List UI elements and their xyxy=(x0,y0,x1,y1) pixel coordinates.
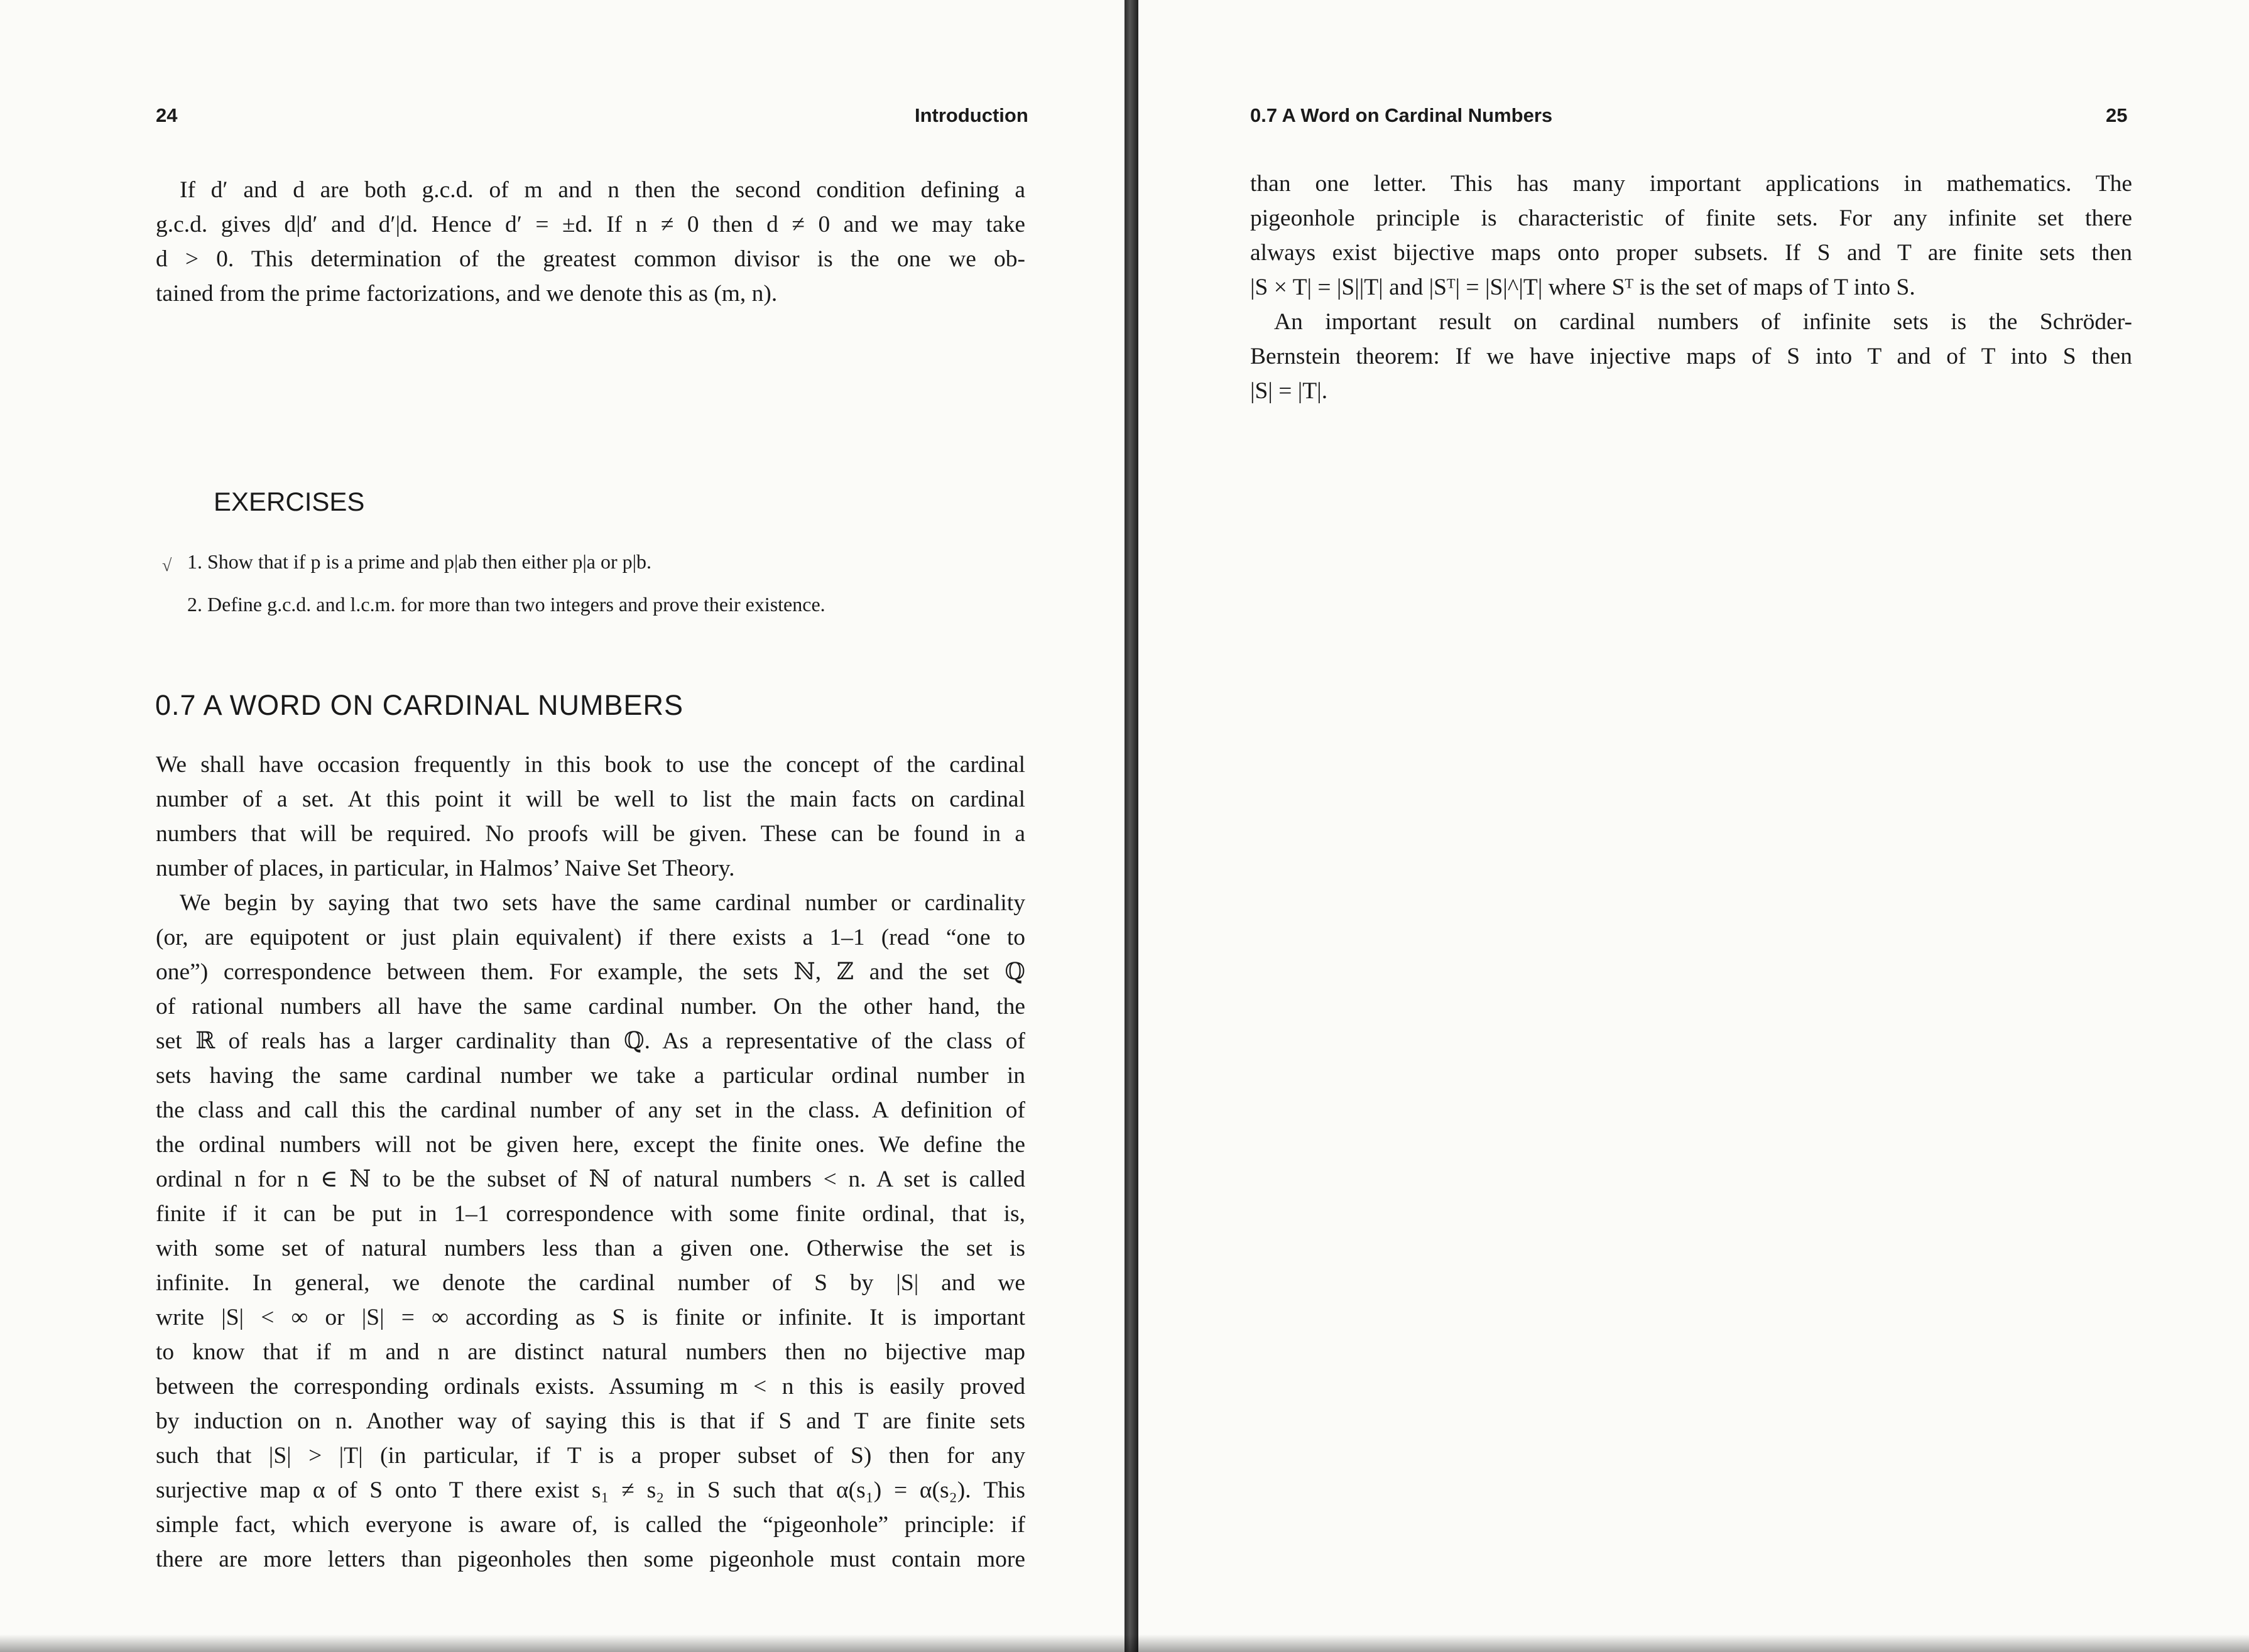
book-spine-gutter xyxy=(1124,0,1138,1652)
text-line: always exist bijective maps onto proper subsets. If S and T are finite sets then xyxy=(1250,240,2132,266)
text-line: simple fact, which everyone is aware of, is called the “pigeonhole” principle: if xyxy=(156,1512,1025,1538)
text-line: finite if it can be put in 1–1 correspondence with some finite ordinal, that is, xyxy=(156,1201,1025,1227)
right-paragraph-2 xyxy=(1250,305,2132,408)
text-line: Bernstein theorem: If we have injective maps of S into T and of T into S then xyxy=(1250,344,2132,369)
intro-paragraph xyxy=(156,173,1025,311)
text-line: the class and call this the cardinal number of any set in the class. A definition of xyxy=(156,1097,1025,1123)
text-line: surjective map α of S onto T there exist s₁ ≠ s₂ in S such that α(s₁) = α(s₂). This xyxy=(156,1477,1025,1503)
text-line: We begin by saying that two sets have the same cardinal number or cardinality xyxy=(180,890,1025,916)
text-line: tained from the prime factorizations, and we denote this as (m, n). xyxy=(156,281,778,307)
left-page-number: 24 xyxy=(156,104,178,126)
text-line: We shall have occasion frequently in this book to use the concept of the cardinal xyxy=(156,752,1025,778)
text-line: write |S| < ∞ or |S| = ∞ according as S is finite or infinite. It is important xyxy=(156,1305,1025,1330)
text-line: number of a set. At this point it will be well to list the main facts on cardinal xyxy=(156,786,1025,812)
right-running-head: 0.7 A Word on Cardinal Numbers xyxy=(1250,104,1553,126)
text-line: there are more letters than pigeonholes then some pigeonhole must contain more xyxy=(156,1546,1025,1572)
scan-bottom-shadow xyxy=(0,1634,2249,1652)
right-page xyxy=(1138,0,2249,1652)
text-line: set ℝ of reals has a larger cardinality than ℚ. As a representative of the class of xyxy=(156,1028,1025,1054)
text-line: |S| = |T|. xyxy=(1250,378,1328,404)
text-line: such that |S| > |T| (in particular, if T is a proper subset of S) then for any xyxy=(156,1443,1025,1469)
text-line: the ordinal numbers will not be given here, except the finite ones. We define the xyxy=(156,1132,1025,1158)
body-paragraph-2 xyxy=(156,886,1025,1577)
text-line: between the corresponding ordinals exists. Assuming m < n this is easily proved xyxy=(156,1374,1025,1399)
text-line: If d′ and d are both g.c.d. of m and n then the second condition defining a xyxy=(180,177,1025,203)
text-line: number of places, in particular, in Halmos’ Naive Set Theory. xyxy=(156,856,735,881)
right-page-number: 25 xyxy=(2106,104,2128,126)
text-line: ordinal n for n ∈ ℕ to be the subset of ℕ of natural numbers < n. A set is called xyxy=(156,1166,1025,1192)
text-line: (or, are equipotent or just plain equivalent) if there exists a 1–1 (read “one to xyxy=(156,925,1025,950)
body-paragraph-1 xyxy=(156,747,1025,886)
text-line: of rational numbers all have the same cardinal number. On the other hand, the xyxy=(156,994,1025,1019)
text-line: An important result on cardinal numbers of infinite sets is the Schröder- xyxy=(1274,309,2132,335)
text-line: d > 0. This determination of the greatest common divisor is the one we ob- xyxy=(156,246,1025,272)
text-line: one”) correspondence between them. For example, the sets ℕ, ℤ and the set ℚ xyxy=(156,959,1025,985)
text-line: g.c.d. gives d|d′ and d′|d. Hence d′ = ±d. If n ≠ 0 then d ≠ 0 and we may take xyxy=(156,212,1025,237)
text-line: infinite. In general, we denote the cardinal number of S by |S| and we xyxy=(156,1270,1025,1296)
text-line: sets having the same cardinal number we take a particular ordinal number in xyxy=(156,1063,1025,1089)
handwritten-check-mark: √ xyxy=(162,556,172,575)
right-paragraph-1 xyxy=(1250,166,2132,305)
section-heading: 0.7 A WORD ON CARDINAL NUMBERS xyxy=(155,689,683,721)
text-line: pigeonhole principle is characteristic of finite sets. For any infinite set there xyxy=(1250,205,2132,231)
exercise-item: 1. Show that if p is a prime and p|ab then either p|a or p|b. xyxy=(187,550,652,573)
text-line: than one letter. This has many important applications in mathematics. The xyxy=(1250,171,2132,197)
text-line: |S × T| = |S||T| and |Sᵀ| = |S|^|T| where Sᵀ is the set of maps of T into S. xyxy=(1250,274,1915,300)
text-line: numbers that will be required. No proofs will be given. These can be found in a xyxy=(156,821,1025,847)
text-line: to know that if m and n are distinct natural numbers then no bijective map xyxy=(156,1339,1025,1365)
exercise-item: 2. Define g.c.d. and l.c.m. for more than two integers and prove their existence. xyxy=(187,593,825,616)
left-page xyxy=(0,0,1124,1652)
text-line: with some set of natural numbers less than a given one. Otherwise the set is xyxy=(156,1236,1025,1261)
text-line: by induction on n. Another way of saying this is that if S and T are finite sets xyxy=(156,1408,1025,1434)
left-running-head: Introduction xyxy=(915,104,1028,126)
exercises-heading: EXERCISES xyxy=(214,487,365,516)
